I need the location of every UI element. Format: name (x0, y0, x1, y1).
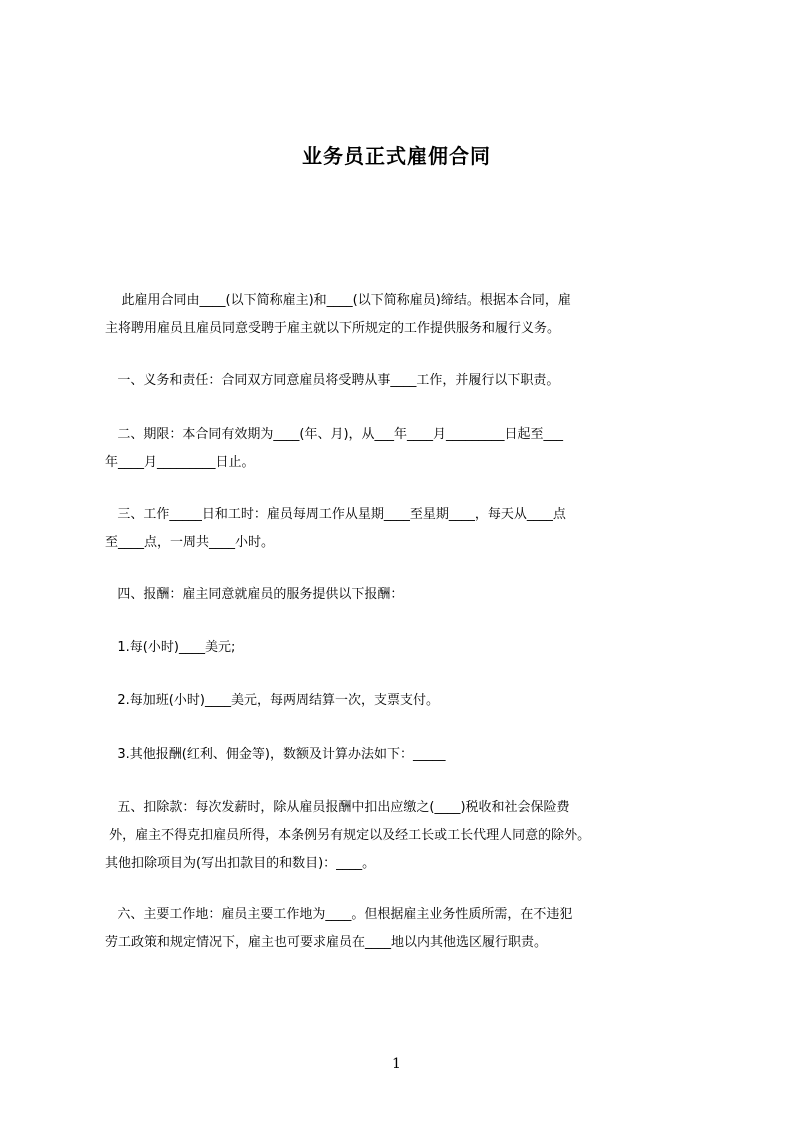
paragraph-duties (105, 367, 702, 395)
paragraph-line: 六、主要工作地：雇员主要工作地为____。但根据雇主业务性质所需，在不违犯 (105, 907, 573, 922)
paragraph-term (105, 421, 702, 477)
paragraph-line: 劳工政策和规定情况下，雇主也可要求雇员在____地以内其他选区履行职责。 (105, 935, 548, 950)
paragraph-line: 一、义务和责任：合同双方同意雇员将受聘从事____工作，并履行以下职责。 (105, 373, 560, 388)
paragraph-line: 1.每(小时)____美元; (105, 640, 236, 655)
paragraph-line: 外，雇主不得克扣雇员所得，本条例另有规定以及经工长或工长代理人同意的除外。 (105, 828, 591, 843)
paragraph-pay-item-2 (105, 687, 702, 715)
paragraph-line: 3.其他报酬(红利、佣金等)，数额及计算办法如下：_____ (105, 747, 446, 762)
paragraph-deductions (105, 794, 702, 878)
paragraph-pay (105, 581, 702, 609)
page-title: 业务员正式雇佣合同 (302, 144, 491, 168)
paragraph-line: 三、工作_____日和工时：雇员每周工作从星期____至星期____，每天从____点 (105, 507, 566, 522)
paragraph-workplace (105, 901, 702, 957)
paragraph-line: 其他扣除项目为(写出扣款目的和数目)：____。 (105, 856, 376, 871)
paragraph-line: 此雇用合同由____(以下简称雇主)和____(以下简称雇员)缔结。根据本合同，雇 (105, 293, 571, 308)
paragraph-line: 主将聘用雇员且雇员同意受聘于雇主就以下所规定的工作提供服务和履行义务。 (105, 321, 561, 336)
paragraph-line: 二、期限：本合同有效期为____(年、月)，从___年____月_________日起至___ (105, 427, 564, 442)
paragraph-intro (105, 287, 702, 343)
paragraph-pay-item-1 (105, 634, 702, 662)
paragraph-line: 年____月_________日止。 (105, 455, 255, 470)
paragraph-pay-item-3 (105, 741, 702, 769)
paragraph-line: 五、扣除款：每次发薪时，除从雇员报酬中扣出应缴之(____)税收和社会保险费 (105, 800, 570, 815)
paragraph-line: 2.每加班(小时)____美元，每两周结算一次，支票支付。 (105, 693, 439, 708)
page-number: 1 (392, 1056, 401, 1072)
paragraph-line: 四、报酬：雇主同意就雇员的服务提供以下报酬： (105, 587, 404, 602)
paragraph-line: 至____点，一周共____小时。 (105, 535, 275, 550)
paragraph-hours (105, 501, 702, 557)
